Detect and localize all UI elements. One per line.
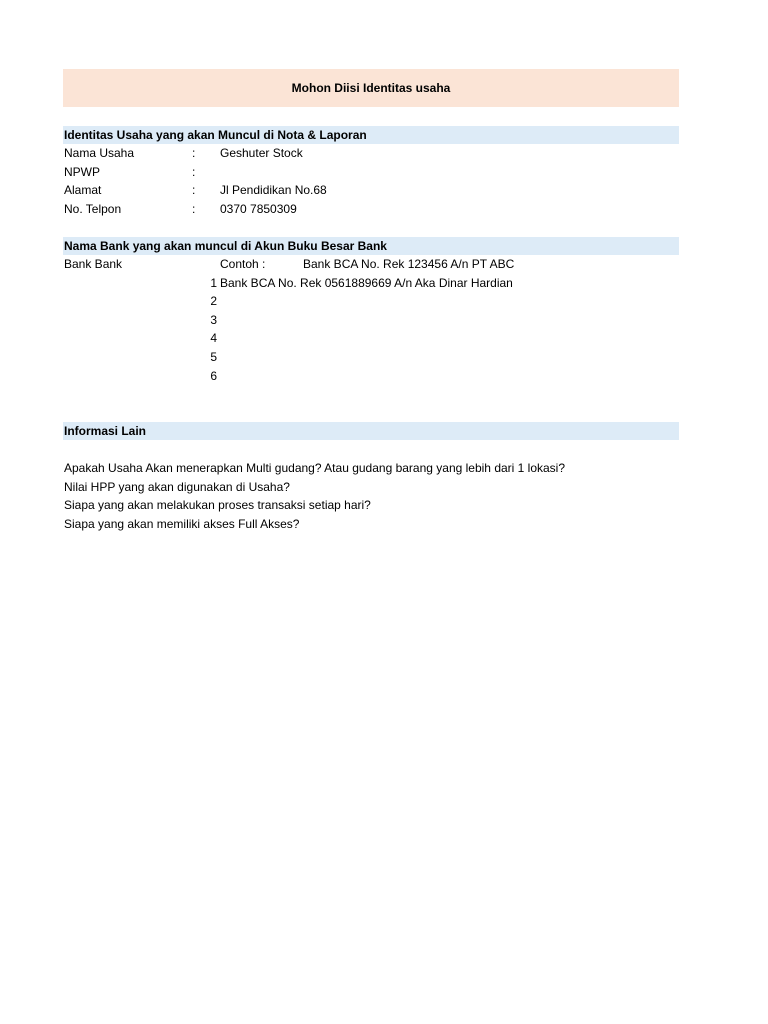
field-colon: : [192,146,196,160]
field-colon: : [192,183,196,198]
question-row [63,515,679,534]
field-row-telpon [63,200,679,219]
bank-entry-row [63,367,679,386]
section-header-identitas [63,126,679,144]
question-text: Nilai HPP yang akan digunakan di Usaha? [64,479,290,494]
question-text: Siapa yang akan memiliki akses Full Akses? [64,516,300,531]
spacer [63,404,679,423]
form-title: Mohon Diisi Identitas usaha [291,81,451,95]
bank-entry-row [63,274,679,293]
section-header-bank [63,237,679,255]
field-label: Nama Usaha [64,146,135,160]
field-colon: : [192,201,196,216]
bank-entry-number: 1 [210,275,217,290]
field-label: Alamat [64,183,102,198]
question-row [63,496,679,515]
bank-entry-number: 3 [210,312,217,327]
contoh-value: Bank BCA No. Rek 123456 A/n PT ABC [303,256,515,271]
section-header-info [63,422,679,440]
field-row-alamat [63,181,679,200]
form-title-bar [63,69,679,107]
field-row-nama-usaha [63,144,679,163]
spacer [63,218,679,237]
contoh-label: Contoh : [220,256,266,271]
field-colon: : [192,164,196,179]
field-value-alamat[interactable]: Jl Pendidikan No.68 [220,183,327,198]
bank-entry-value[interactable]: Bank BCA No. Rek 0561889669 A/n Aka Dinar Hardian [220,275,513,290]
bank-entry-number: 2 [210,294,217,309]
question-text: Siapa yang akan melakukan proses transaksi setiap hari? [64,498,371,513]
bank-entry-row [63,311,679,330]
field-value-nama-usaha[interactable]: Geshuter Stock [220,146,303,160]
spacer [63,440,679,459]
section-title-bank: Nama Bank yang akan muncul di Akun Buku Besar Bank [64,238,387,253]
bank-entry-row [63,292,679,311]
bank-entry-number: 6 [210,368,217,383]
field-row-npwp [63,163,679,182]
section-title-info: Informasi Lain [64,424,147,439]
question-text: Apakah Usaha Akan menerapkan Multi gudang? Atau gudang barang yang lebih dari 1 lokasi? [64,460,566,475]
question-row [63,459,679,478]
bank-entry-number: 4 [210,331,217,346]
bank-contoh-row [63,255,679,274]
field-label: No. Telpon [64,201,122,216]
spacer [63,107,679,126]
form-sheet [63,69,679,533]
bank-entry-number: 5 [210,349,217,364]
question-row [63,478,679,497]
field-label: NPWP [64,164,100,179]
bank-entry-row [63,348,679,367]
section-title-identitas: Identitas Usaha yang akan Muncul di Nota & Laporan [64,128,367,142]
bank-label: Bank Bank [64,256,123,271]
field-value-telpon[interactable]: 0370 7850309 [220,201,297,216]
spacer [63,385,679,404]
bank-entry-row [63,329,679,348]
